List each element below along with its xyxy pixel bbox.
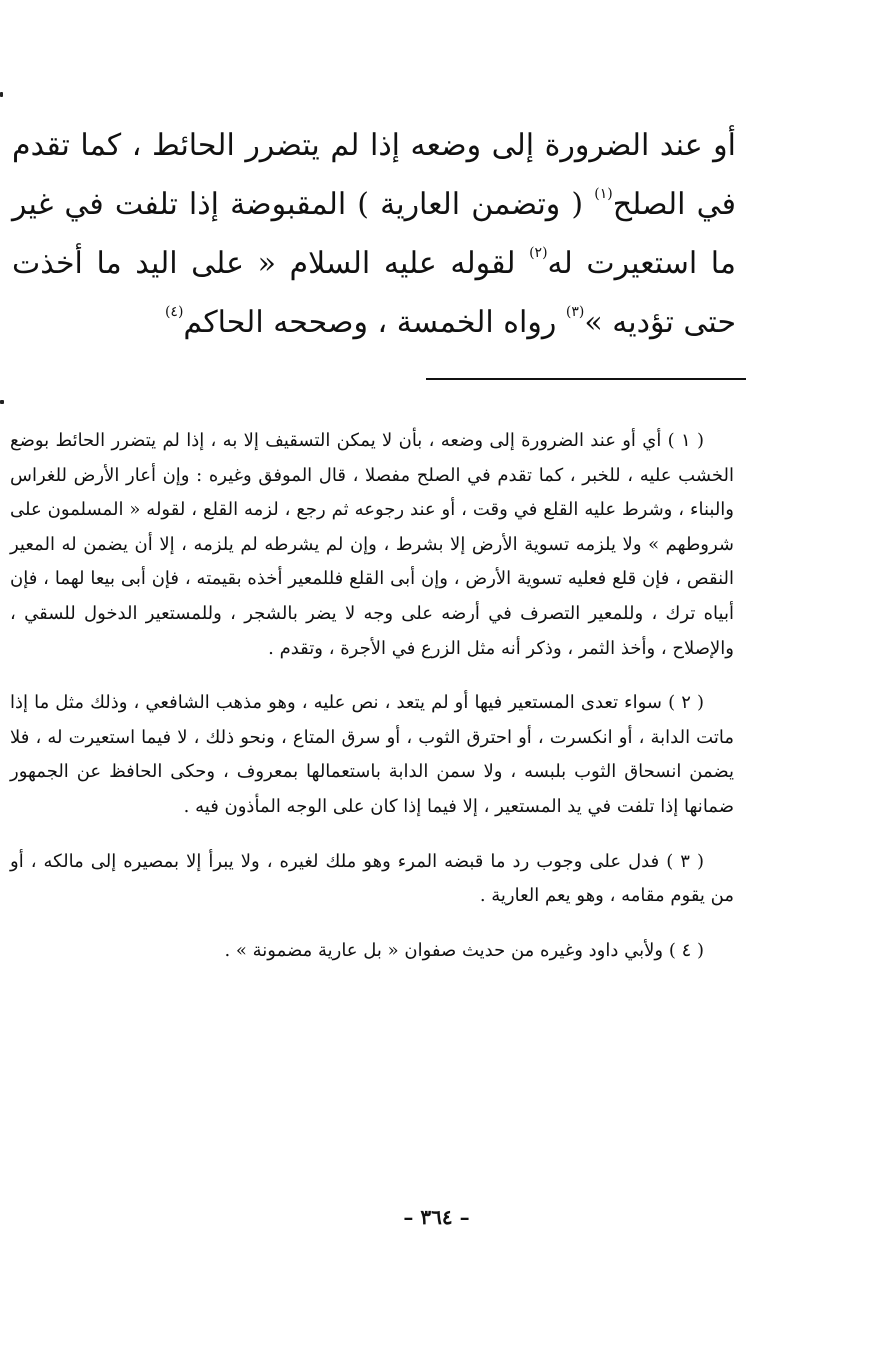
footnote-3-text: فدل على وجوب رد ما قبضه المرء وهو ملك لغيره ، ولا يبرأ إلا بمصيره إلى مالكه ، أو من يقوم مقامه ، وهو يعم العارية . <box>10 850 734 907</box>
footnote-2-text: سواء تعدى المستعير فيها أو لم يتعد ، نص عليه ، وهو مذهب الشافعي ، وذلك مثل ما إذا ماتت الدابة ، أو انكسرت ، أو احترق الثوب ، أو سرق المتاع ، ونحو ذلك ، لا فيما استعيرت له ، فلا يضمن انسحاق الثوب بلبسه ، ولا سمن الدابة باستعمالها بمعروف ، وحكى الحافظ عن الجمهور ضمانها إذا تلفت في يد المستعير ، إلا فيما إذا كان على الوجه المأذون فيه . <box>10 692 734 817</box>
footnote-ref-1[interactable]: (١) <box>594 186 613 202</box>
footnote-ref-2[interactable]: (٢) <box>529 245 548 261</box>
main-line-2b: ( وتضمن العارية ) المقبوضة إذا تلفت <box>114 187 595 222</box>
footnote-ref-4[interactable]: (٤) <box>164 304 184 320</box>
scan-speck <box>0 92 3 97</box>
footnote-1-number: ( ١ ) <box>667 430 705 451</box>
footnote-3 <box>10 845 734 914</box>
main-line-4a: ما أخذت حتى تؤديه » <box>12 246 736 340</box>
footnote-4-number: ( ٤ ) <box>668 939 704 961</box>
footnote-2 <box>10 686 734 824</box>
footnote-4-text: ولأبي داود وغيره من حديث صفوان « بل عارية مضمونة » . <box>224 939 664 961</box>
footnote-4 <box>10 934 734 969</box>
footnotes-section <box>10 424 734 988</box>
page-number: – ٣٦٤ – <box>403 1205 470 1229</box>
main-line-4b: رواه الخمسة ، وصححه الحاكم <box>183 305 566 340</box>
main-text <box>12 116 736 352</box>
footnote-3-number: ( ٣ ) <box>666 850 704 872</box>
footnote-divider <box>426 378 746 380</box>
footnote-1 <box>10 424 734 666</box>
footnote-ref-3[interactable]: (٣) <box>565 304 585 320</box>
footnote-2-number: ( ٢ ) <box>668 692 704 714</box>
main-line-2a: تقدم في الصلح <box>12 128 736 222</box>
footnote-1-text: أي أو عند الضرورة إلى وضعه ، بأن لا يمكن التسقيف إلا به ، إذا لم يتضرر الحائط بوضع الخشب عليه ، للخبر ، كما تقدم في الصلح مفصلا ، قال الموفق وغيره : وإن أعار الأرض للغراس والبناء ، وشرط عليه القلع في وقت ، أو عند رجوعه ثم رجع ، لزمه القلع ، لقوله « المسلمون على شروطهم » ولا يلزمه تسوية الأرض إلا بشرط ، وإن لم يشرطه لم يلزمه ، إلا أن يضمن له المعير النقص ، فإن قلع فعليه تسوية الأرض ، وإن أبى القلع فللمعير أخذه بقيمته ، فإن أبى بيعا لهما ، فإن أبياه ترك ، وللمعير التصرف في أرضه على وجه لا يضر بالشجر ، وللمستعير الدخول للسقي ، والإصلاح ، وأخذ الثمر ، وذكر أنه مثل الزرع في الأجرة ، وتقدم . <box>10 430 734 659</box>
main-line-1: أو عند الضرورة إلى وضعه إذا لم يتضرر الحائط ، كما <box>80 128 737 163</box>
main-line-3a: في غير ما استعيرت له <box>12 187 737 281</box>
main-line-3b: لقوله عليه السلام « على اليد <box>135 246 530 281</box>
scan-speck <box>0 400 4 404</box>
